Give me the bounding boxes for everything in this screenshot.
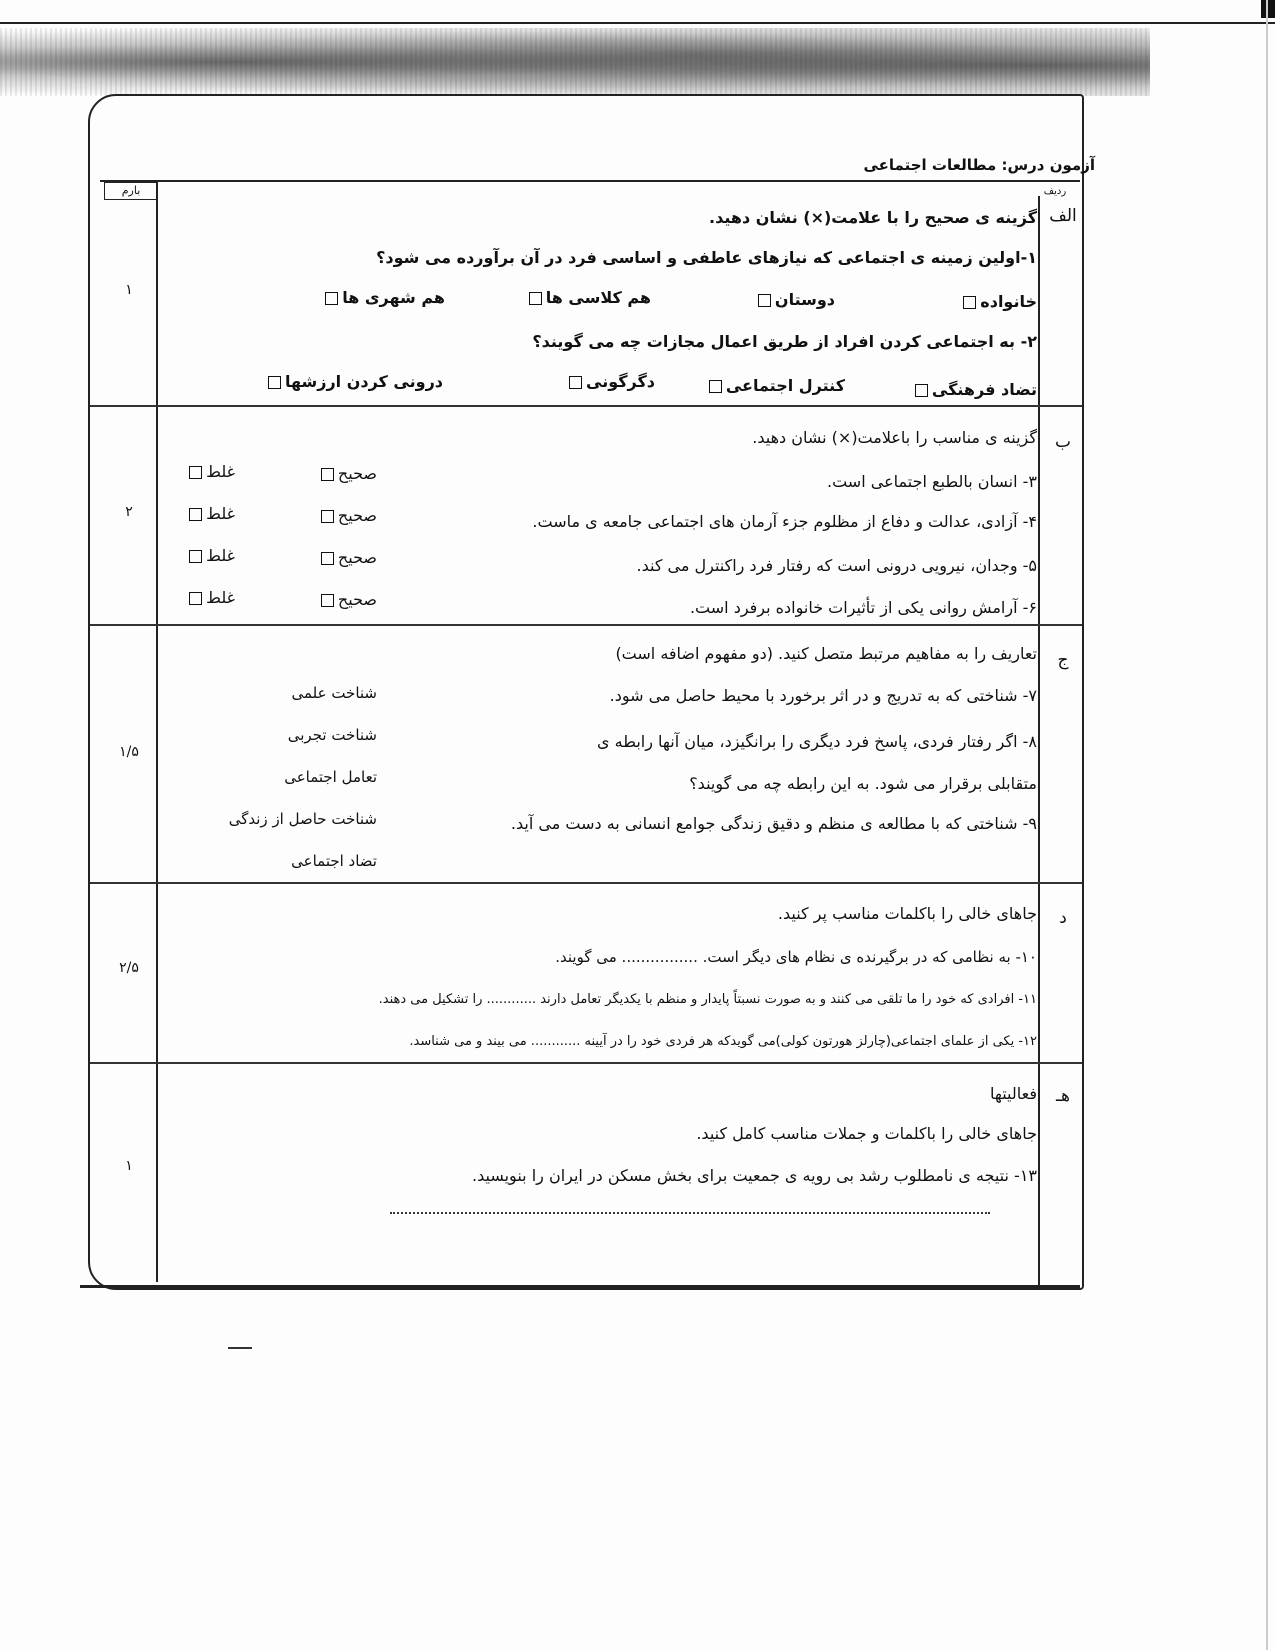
true-label: صحیح — [337, 506, 377, 525]
page-edge-line — [1266, 0, 1268, 1650]
definition-7: ۷- شناختی که به تدریج و در اثر برخورد با محیط حاصل می شود. — [609, 686, 1037, 705]
checkbox-icon[interactable] — [569, 376, 582, 389]
fill-in-10[interactable]: ۱۰- به نظامی که در برگیرنده ی نظام های دیگر است. ................ می گویند. — [555, 948, 1037, 966]
section-d-instruction: جاهای خالی را باکلمات مناسب پر کنید. — [777, 904, 1037, 923]
checkbox-icon[interactable] — [268, 376, 281, 389]
true-label: صحیح — [337, 548, 377, 567]
checkbox-icon[interactable] — [709, 380, 722, 393]
checkbox-icon[interactable] — [189, 592, 202, 605]
concept-4[interactable]: شناخت حاصل از زندگی — [228, 810, 377, 828]
true-label: صحیح — [337, 590, 377, 609]
q2-option-1-label: تضاد فرهنگی — [931, 380, 1037, 399]
letter-column-divider — [1038, 196, 1040, 1286]
concept-2[interactable]: شناخت تجربی — [287, 726, 377, 744]
q1-option-1[interactable] — [959, 292, 1037, 311]
q2-option-3[interactable] — [565, 372, 655, 391]
checkbox-icon[interactable] — [963, 296, 976, 309]
section-c-score: ۱/۵ — [119, 744, 139, 760]
false-label: غلط — [206, 462, 235, 481]
statement-3-true[interactable] — [317, 464, 377, 483]
section-a-score: ۱ — [125, 282, 133, 298]
score-column-header: بارم — [104, 182, 158, 200]
section-e-letter: هـ — [1056, 1086, 1070, 1106]
q1-option-1-label: خانواده — [980, 292, 1037, 311]
q1-option-4-label: هم شهری ها — [342, 288, 445, 307]
section-divider-bc — [90, 624, 1082, 626]
checkbox-icon[interactable] — [321, 552, 334, 565]
section-d-score: ۲/۵ — [119, 960, 139, 976]
definition-9: ۹- شناختی که با مطالعه ی منظم و دقیق زندگی جوامع انسانی به دست می آید. — [510, 814, 1037, 833]
section-divider-ab — [90, 405, 1082, 407]
false-label: غلط — [206, 504, 235, 523]
checkbox-icon[interactable] — [189, 466, 202, 479]
statement-4: ۴- آزادی، عدالت و دفاع از مظلوم جزء آرمان های اجتماعی جامعه ی ماست. — [532, 512, 1037, 531]
q2-option-2[interactable] — [705, 376, 845, 395]
row-column-header: ردیف — [1043, 186, 1067, 197]
q2-option-4[interactable] — [264, 372, 443, 391]
concept-5[interactable]: تضاد اجتماعی — [291, 852, 377, 870]
section-c-letter: ج — [1057, 650, 1069, 670]
checkbox-icon[interactable] — [758, 294, 771, 307]
checkbox-icon[interactable] — [529, 292, 542, 305]
false-label: غلط — [206, 546, 235, 565]
statement-4-true[interactable] — [317, 506, 377, 525]
section-b-instruction: گزینه ی مناسب را باعلامت(×) نشان دهید. — [752, 428, 1037, 447]
section-divider-cd — [90, 882, 1082, 884]
exam-subject-title: آزمون درس: مطالعات اجتماعی — [863, 156, 1095, 174]
checkbox-icon[interactable] — [189, 550, 202, 563]
statement-6-true[interactable] — [317, 590, 377, 609]
answer-line-13[interactable] — [390, 1212, 990, 1214]
question-2: ۲- به اجتماعی کردن افراد از طریق اعمال مجازات چه می گویند؟ — [532, 332, 1037, 351]
section-divider-de — [90, 1062, 1082, 1064]
q2-option-2-label: کنترل اجتماعی — [725, 376, 845, 395]
statement-3: ۳- انسان بالطبع اجتماعی است. — [827, 472, 1037, 491]
q1-option-3-label: هم کلاسی ها — [545, 288, 651, 307]
definition-8: ۸- اگر رفتار فردی، پاسخ فرد دیگری را برانگیزد، میان آنها رابطه ی — [597, 732, 1037, 751]
section-a-letter: الف — [1049, 206, 1077, 226]
checkbox-icon[interactable] — [321, 510, 334, 523]
q1-option-2[interactable] — [754, 290, 835, 309]
q2-option-1[interactable] — [911, 380, 1037, 399]
statement-6-false[interactable] — [185, 588, 235, 607]
section-d-letter: د — [1059, 908, 1067, 928]
statement-5-true[interactable] — [317, 548, 377, 567]
section-b-score: ۲ — [125, 504, 133, 520]
section-a-instruction: گزینه ی صحیح را با علامت(×) نشان دهید. — [709, 208, 1037, 227]
fill-in-11[interactable]: ۱۱- افرادی که خود را ما تلقی می کنند و به صورت نسبتاً پایدار و منظم با یکدیگر تعامل دارند ............ را تشکیل می دهند. — [378, 992, 1037, 1007]
statement-5: ۵- وجدان، نیرویی درونی است که رفتار فرد راکنترل می کند. — [636, 556, 1037, 575]
q2-option-3-label: دگرگونی — [586, 372, 655, 391]
statement-6: ۶- آرامش روانی یکی از تأثیرات خانواده برفرد است. — [689, 598, 1037, 617]
statement-5-false[interactable] — [185, 546, 235, 565]
statement-3-false[interactable] — [185, 462, 235, 481]
frame-bottom-rule — [80, 1285, 1080, 1288]
top-rule — [0, 22, 1275, 24]
question-13: ۱۳- نتیجه ی نامطلوب رشد بی رویه ی جمعیت برای بخش مسکن در ایران را بنویسید. — [472, 1166, 1037, 1185]
section-e-score: ۱ — [125, 1158, 133, 1174]
section-c-instruction: تعاریف را به مفاهیم مرتبط متصل کنید. (دو مفهوم اضافه است) — [615, 644, 1037, 663]
true-label: صحیح — [337, 464, 377, 483]
checkbox-icon[interactable] — [189, 508, 202, 521]
question-1: ۱-اولین زمینه ی اجتماعی که نیازهای عاطفی و اساسی فرد در آن برآورده می شود؟ — [376, 248, 1037, 267]
q1-option-2-label: دوستان — [774, 290, 835, 309]
definition-8-cont: متقابلی برقرار می شود. به این رابطه چه می گویند؟ — [689, 774, 1037, 793]
concept-1[interactable]: شناخت علمی — [291, 684, 377, 702]
header-rule — [100, 180, 1080, 182]
page-edge-mark — [1261, 0, 1275, 18]
q2-option-4-label: درونی کردن ارزشها — [284, 372, 443, 391]
section-b-letter: ب — [1054, 432, 1071, 452]
checkbox-icon[interactable] — [915, 384, 928, 397]
fill-in-12[interactable]: ۱۲- یکی از علمای اجتماعی(چارلز هورتون کولی)می گویدکه هر فردی خود را در آیینه ............ می بیند و می شناسد. — [409, 1034, 1037, 1049]
false-label: غلط — [206, 588, 235, 607]
section-e-title: فعالیتها — [989, 1084, 1037, 1103]
checkbox-icon[interactable] — [325, 292, 338, 305]
checkbox-icon[interactable] — [321, 594, 334, 607]
score-column-divider — [156, 182, 158, 1282]
q1-option-4[interactable] — [321, 288, 445, 307]
statement-4-false[interactable] — [185, 504, 235, 523]
concept-3[interactable]: تعامل اجتماعی — [284, 768, 377, 786]
scan-noise-band — [0, 28, 1150, 96]
q1-option-3[interactable] — [525, 288, 651, 307]
section-e-instruction: جاهای خالی را باکلمات و جملات مناسب کامل کنید. — [696, 1124, 1037, 1143]
checkbox-icon[interactable] — [321, 468, 334, 481]
stray-mark — [228, 1347, 252, 1349]
